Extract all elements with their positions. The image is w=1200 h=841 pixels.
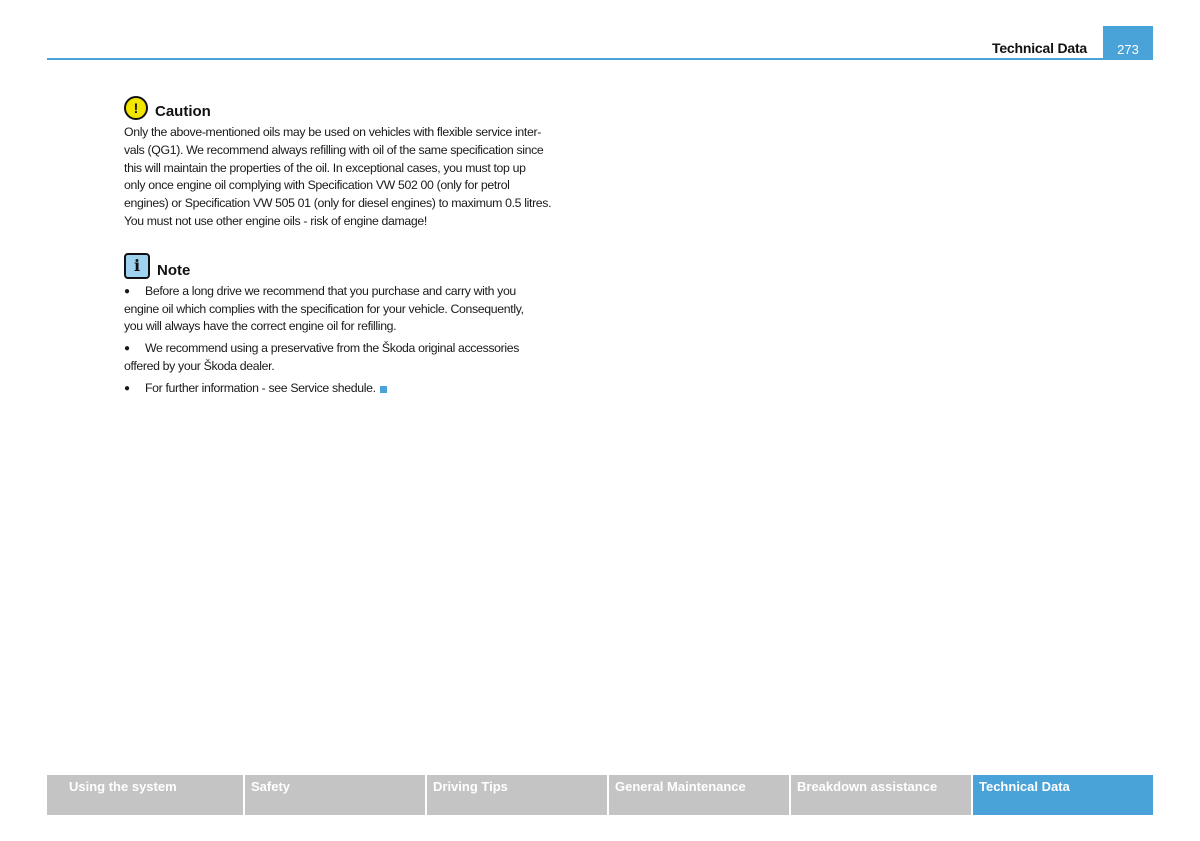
bullet-icon: ● [124,285,130,297]
caution-title: Caution [155,103,211,120]
note-notice [124,251,604,398]
chapter-navigation [47,775,1153,815]
end-of-section-icon [380,386,387,393]
bullet-line: you will always have the correct engine oil for refilling. [124,319,397,334]
note-bullet [124,283,604,336]
note-bullet [124,380,604,398]
tab-safety[interactable]: Safety [245,775,425,815]
bullet-line: offered by your Škoda dealer. [124,358,275,373]
caution-line: engines) or Specification VW 505 01 (only for diesel engines) to maximum 0.5 litres. [124,196,552,211]
caution-text [124,124,604,231]
caution-line: this will maintain the properties of the oil. In exceptional cases, you must top up [124,160,526,175]
bullet-line: We recommend using a preservative from the Škoda original accessories [145,341,520,356]
bullet-line: engine oil which complies with the specification for your vehicle. Consequently, [124,301,524,316]
caution-line: only once engine oil complying with Specification VW 502 00 (only for petrol [124,178,510,193]
bullet-line: For further information - see Service shedule. [145,380,376,395]
bullet-line: Before a long drive we recommend that you purchase and carry with you [145,283,516,298]
bullet-icon: ● [124,343,130,355]
tab-driving-tips[interactable]: Driving Tips [427,775,607,815]
tab-technical-data[interactable]: Technical Data [973,775,1153,815]
section-title: Technical Data [992,40,1087,56]
page-number: 273 [1103,26,1153,60]
header-rule [47,58,1153,60]
bullet-icon: ● [124,382,130,394]
note-title: Note [157,261,191,279]
caution-line: vals (QG1). We recommend always refilling with oil of the same specification since [124,142,544,157]
caution-line: Only the above-mentioned oils may be used on vehicles with flexible service inter- [124,125,541,139]
note-bullet [124,340,604,376]
tab-general-maintenance[interactable]: General Maintenance [609,775,789,815]
tab-breakdown-assistance[interactable]: Breakdown assistance [791,775,971,815]
note-heading [124,251,604,279]
exclamation-icon: ! [124,96,148,120]
main-content [124,92,604,398]
caution-heading [124,92,604,120]
info-icon: i [124,253,150,279]
caution-notice [124,92,604,231]
caution-line: You must not use other engine oils - risk of engine damage! [124,213,427,228]
tab-using-the-system[interactable]: Using the system [47,775,243,815]
